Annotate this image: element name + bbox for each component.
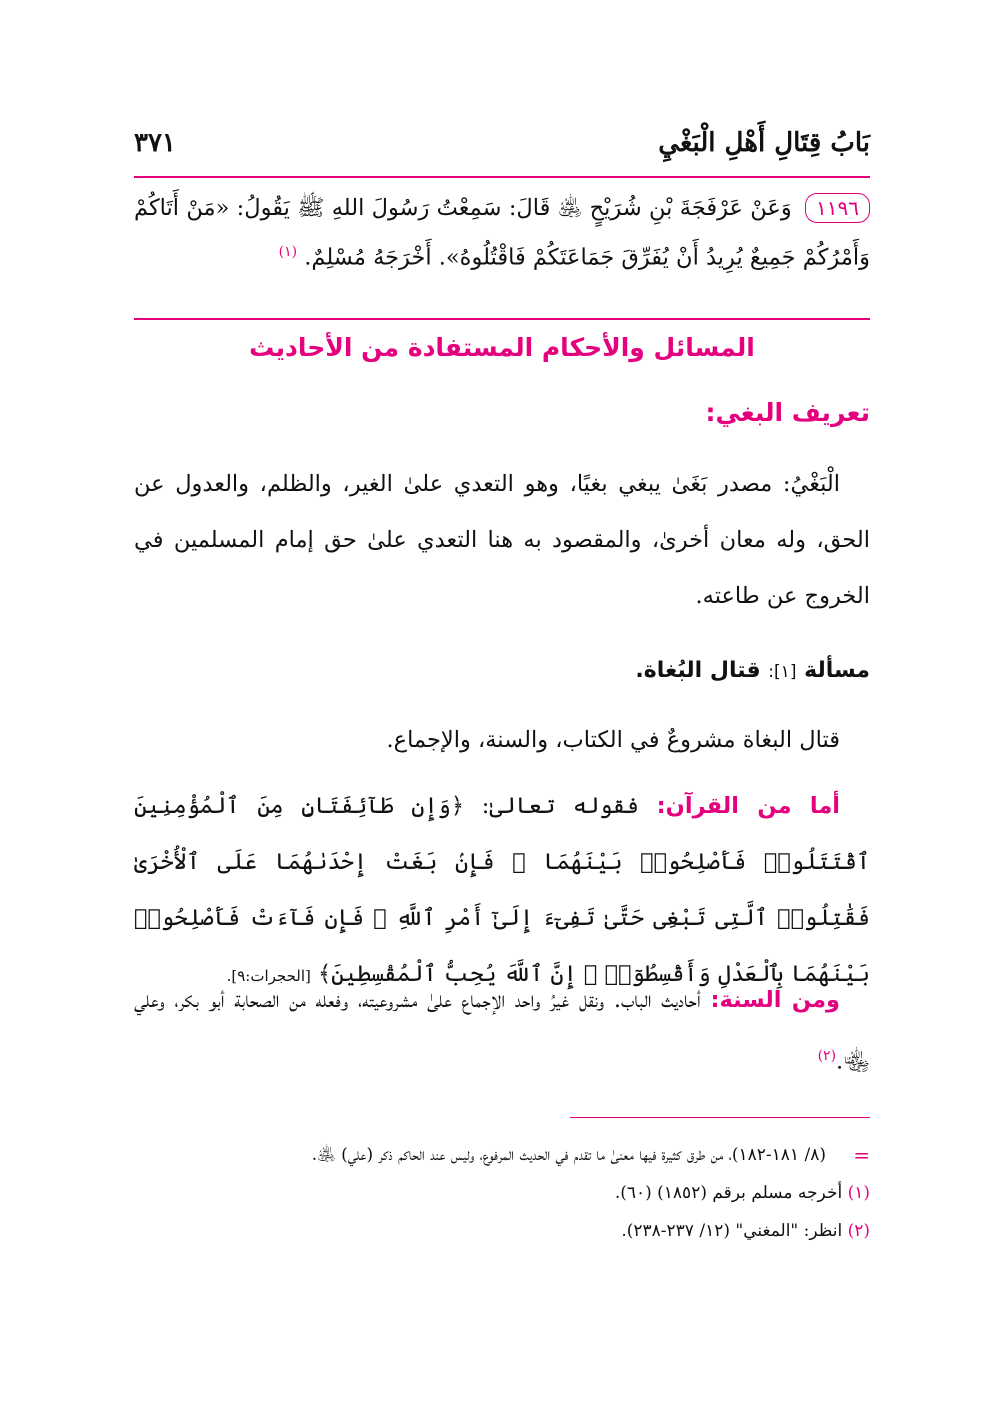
quran-verse: ﴿وَإِن طَآئِفَتَانِ مِنَ ٱلْمُؤْمِنِينَ ٱقْتَتَلُوا۟ فَأَصْلِحُوا۟ بَيْنَهُمَا ۖ فَإِنۢ بَغَتْ إِحْدَىٰهُمَا عَلَى ٱلْأُخْرَىٰ فَقَٰتِلُوا۟ ٱلَّتِى تَبْغِى حَتَّىٰ تَفِىٓءَ إِلَىٰٓ أَمْرِ ٱللَّهِ ۚ فَإِن فَآءَتْ فَأَصْلِحُوا۟ بَيْنَهُمَا بِٱلْعَدْلِ وَأَقْسِطُوٓا۟ ۖ إِنَّ ٱللَّهَ يُحِبُّ ٱلْمُقْسِطِينَ﴾ [134,793,870,987]
quran-paragraph [134,778,870,1004]
section-heading: المسائل والأحكام المستفادة من الأحاديث [249,333,755,362]
quran-label: أما من القرآن: [656,793,841,819]
masala-heading [635,658,870,683]
footnote-text: أخرجه مسلم برقم (١٨٥٢) (٦٠). [614,1183,843,1203]
footnote-continuation [134,1140,870,1170]
definition-text: الْبَغْيُ: مصدر بَغَىٰ يبغي بغيًا، وهو التعدي علىٰ الغير، والظلم، والعدول عن الحق، وله معان أخرىٰ، والمقصود به هنا التعدي علىٰ حق إمام المسلمين في الخروج عن طاعته. [134,471,870,609]
hadith-block [134,186,870,280]
footnote-number: (١) [847,1183,870,1203]
sunnah-paragraph [134,972,870,1090]
footnote-rule [570,1117,870,1118]
masala-title: قتال البُغاة. [635,658,761,683]
sunnah-text: أحاديث الباب. ونقل غيرُ واحد الإجماع علىٰ مشروعيته، وفعله من الصحابة أبو بكر، وعلي ﵄. [134,987,870,1075]
footnote-item-2 [134,1216,870,1246]
quran-intro: فقوله تعالىٰ: [481,793,639,819]
ruling-text: قتال البغاة مشروعٌ في الكتاب، والسنة، والإجماع. [386,727,840,753]
masala-number: [١]: [768,662,797,682]
definition-heading: تعريف البغي: [705,398,870,427]
sunnah-label: ومن السنة: [710,987,840,1013]
hadith-text: وَعَنْ عَرْفَجَةَ بْنِ شُرَيْحٍ ﵁ قَالَ: سَمِعْتُ رَسُولَ اللهِ ﷺ يَقُولُ: «مَنْ أَتَاكُمْ وَأَمْرُكُمْ جَمِيعٌ يُرِيدُ أَنْ يُفَرِّقَ جَمَاعَتَكُمْ فَاقْتُلُوهُ». أَخْرَجَهُ مُسْلِمٌ. [134,195,870,271]
chapter-title: بَابُ قِتَالِ أَهْلِ الْبَغْيِ [658,128,870,158]
footnotes [134,1140,870,1246]
continuation-text: (٨/ ١٨١-١٨٢)، من طرق كثيرة فيها معنىٰ ما تقدم في الحديث المرفوع، وليس عند الحاكم ذكر (علي) ﵁. [311,1145,826,1165]
header-rule [134,176,870,178]
hadith-number-badge: ١١٩٦ [805,193,870,223]
footnote-text: انظر: "المغني" (١٢/ ٢٣٧-٢٣٨). [621,1221,843,1241]
definition-paragraph [134,456,870,624]
continuation-mark: = [853,1143,870,1167]
footnote-item-1 [134,1178,870,1208]
footnote-ref-2[interactable]: (٢) [817,1048,837,1064]
running-header [134,128,870,172]
masala-label: مسألة [804,658,870,683]
section-rule [134,318,870,320]
footnote-ref-1[interactable]: (١) [278,244,298,260]
ruling-paragraph [134,712,870,768]
quran-reference: [الحجرات:٩]. [226,967,311,985]
page-number: ٣٧١ [134,128,176,158]
footnote-number: (٢) [847,1221,870,1241]
